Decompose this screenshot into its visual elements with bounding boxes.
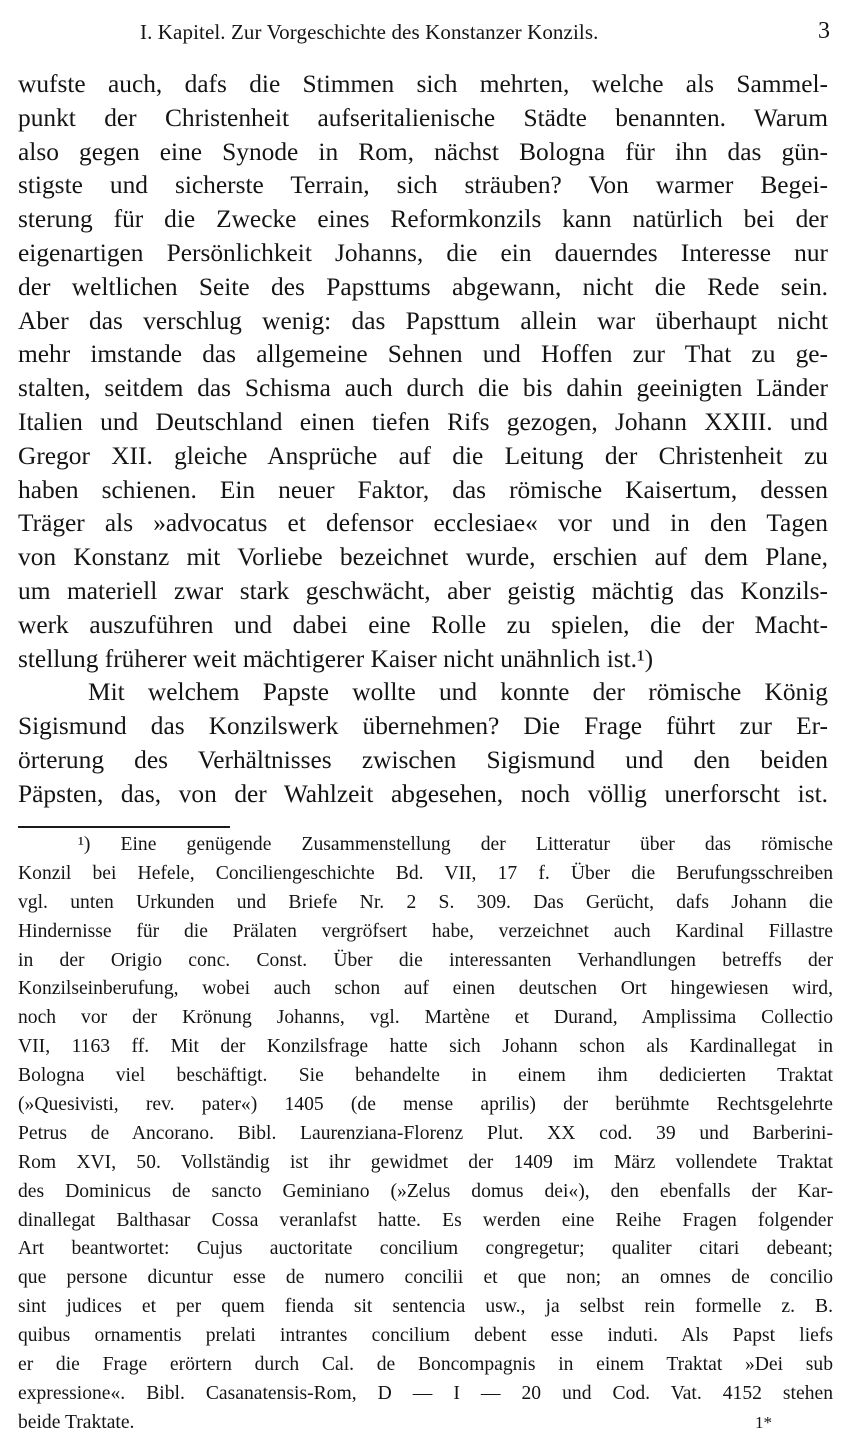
footnote-rule (18, 826, 230, 828)
footnote-line: vgl. unten Urkunden und Briefe Nr. 2 S. 309. Das Gerücht, dafs Johann die (18, 891, 833, 913)
main-text-block (18, 68, 828, 812)
body-line: Träger als »advocatus et defensor ecclesiae« vor und in den Tagen (18, 509, 828, 538)
body-line: Gregor XII. gleiche Ansprüche auf die Leitung der Christenheit zu (18, 441, 828, 470)
body-line: mehr imstande das allgemeine Sehnen und Hoffen zur That zu ge- (18, 340, 828, 369)
body-line: örterung des Verhältnisses zwischen Sigismund und den beiden (18, 745, 828, 774)
footnote-line: er die Frage erörtern durch Cal. de Boncompagnis in einem Traktat »Dei sub (18, 1354, 833, 1376)
body-line: punkt der Christenheit aufseritalienische Städte benannten. Warum (18, 103, 828, 132)
footnote-line: Konzilseinberufung, wobei auch schon auf einen deutschen Ort hingewiesen wird, (18, 978, 833, 1000)
body-line: Mit welchem Papste wollte und konnte der römische König (88, 678, 828, 707)
footnote-line: Rom XVI, 50. Vollständig ist ihr gewidmet der 1409 im März vollendete Traktat (18, 1151, 833, 1173)
body-line: stellung früherer weit mächtigerer Kaiser nicht unähnlich ist.¹) (18, 644, 654, 673)
body-line: von Konstanz mit Vorliebe bezeichnet wurde, erschien auf dem Plane, (18, 543, 828, 572)
body-line: Italien und Deutschland einen tiefen Rifs gezogen, Johann XXIII. und (18, 407, 828, 436)
body-line: Sigismund das Konzilswerk übernehmen? Die Frage führt zur Er- (18, 712, 828, 741)
footnote-line: des Dominicus de sancto Geminiano (»Zelus domus dei«), den ebenfalls der Kar- (18, 1180, 833, 1202)
footnote-line: que persone dicuntur esse de numero concilii et que non; an omnes de concilio (18, 1267, 833, 1289)
running-header (18, 16, 830, 46)
body-line: also gegen eine Synode in Rom, nächst Bologna für ihn das gün- (18, 137, 828, 166)
body-line: Päpsten, das, von der Wahlzeit abgesehen, noch völlig unerforscht ist. (18, 779, 828, 808)
running-head-title: I. Kapitel. Zur Vorgeschichte des Konstanzer Konzils. (140, 20, 599, 44)
page-number: 3 (818, 18, 830, 44)
body-line: Aber das verschlug wenig: das Papsttum allein war überhaupt nicht (18, 306, 828, 335)
body-line: wufste auch, dafs die Stimmen sich mehrten, welche als Sammel- (18, 70, 828, 98)
footnote-line: expressione«. Bibl. Casanatensis-Rom, D — I — 20 und Cod. Vat. 4152 stehen (18, 1382, 833, 1404)
body-line: der weltlichen Seite des Papsttums abgewann, nicht die Rede sein. (18, 272, 828, 301)
footnote-block (18, 831, 833, 1438)
footnote-line: Hindernisse für die Prälaten vergröfsert habe, verzeichnet auch Kardinal Fillastre (18, 920, 833, 942)
footnote-line: noch vor der Krönung Johanns, vgl. Martène et Durand, Amplissima Collectio (18, 1007, 833, 1029)
footnote-line: VII, 1163 ff. Mit der Konzilsfrage hatte sich Johann schon als Kardinallegat in (18, 1036, 833, 1058)
footnote-line: quibus ornamentis prelati intrantes concilium debent esse induti. Als Papst liefs (18, 1325, 833, 1347)
body-line: um materiell zwar stark geschwächt, aber geistig mächtig das Konzils- (18, 576, 828, 605)
footnote-line: Konzil bei Hefele, Conciliengeschichte Bd. VII, 17 f. Über die Berufungsschreiben (18, 862, 833, 884)
signature-mark: 1* (755, 1413, 772, 1432)
footnote-line: in der Origio conc. Const. Über die interessanten Verhandlungen betreffs der (18, 949, 833, 971)
footnote-line: Bologna viel beschäftigt. Sie behandelte in einem ihm dedicierten Traktat (18, 1065, 833, 1087)
body-line: haben schienen. Ein neuer Faktor, das römische Kaisertum, dessen (18, 475, 828, 504)
footnote-line: sint judices et per quem fienda sit sentencia usw., ja selbst rein formelle z. B. (18, 1296, 833, 1318)
footnote-line: dinallegat Balthasar Cossa veranlafst hatte. Es werden eine Reihe Fragen folgender (18, 1209, 833, 1231)
footnote-line: (»Quesivisti, rev. pater«) 1405 (de mense aprilis) der berühmte Rechtsgelehrte (18, 1094, 833, 1116)
footnote-line: Art beantwortet: Cujus auctoritate concilium congregetur; qualiter citari debeant; (18, 1238, 833, 1260)
footnote-line: ¹) Eine genügende Zusammenstellung der Litteratur über das römische (78, 834, 833, 855)
footnote-line: beide Traktate. (18, 1411, 135, 1433)
body-line: stigste und sicherste Terrain, sich sträuben? Von warmer Begei- (18, 171, 828, 200)
footnote-line: Petrus de Ancorano. Bibl. Laurenziana-Florenz Plut. XX cod. 39 und Barberini- (18, 1122, 833, 1144)
body-line: sterung für die Zwecke eines Reformkonzils kann natürlich bei der (18, 205, 828, 234)
body-line: werk auszuführen und dabei eine Rolle zu spielen, die der Macht- (18, 610, 828, 639)
body-line: eigenartigen Persönlichkeit Johanns, die ein dauerndes Interesse nur (18, 238, 828, 267)
body-line: stalten, seitdem das Schisma auch durch die bis dahin geeinigten Länder (18, 374, 828, 403)
